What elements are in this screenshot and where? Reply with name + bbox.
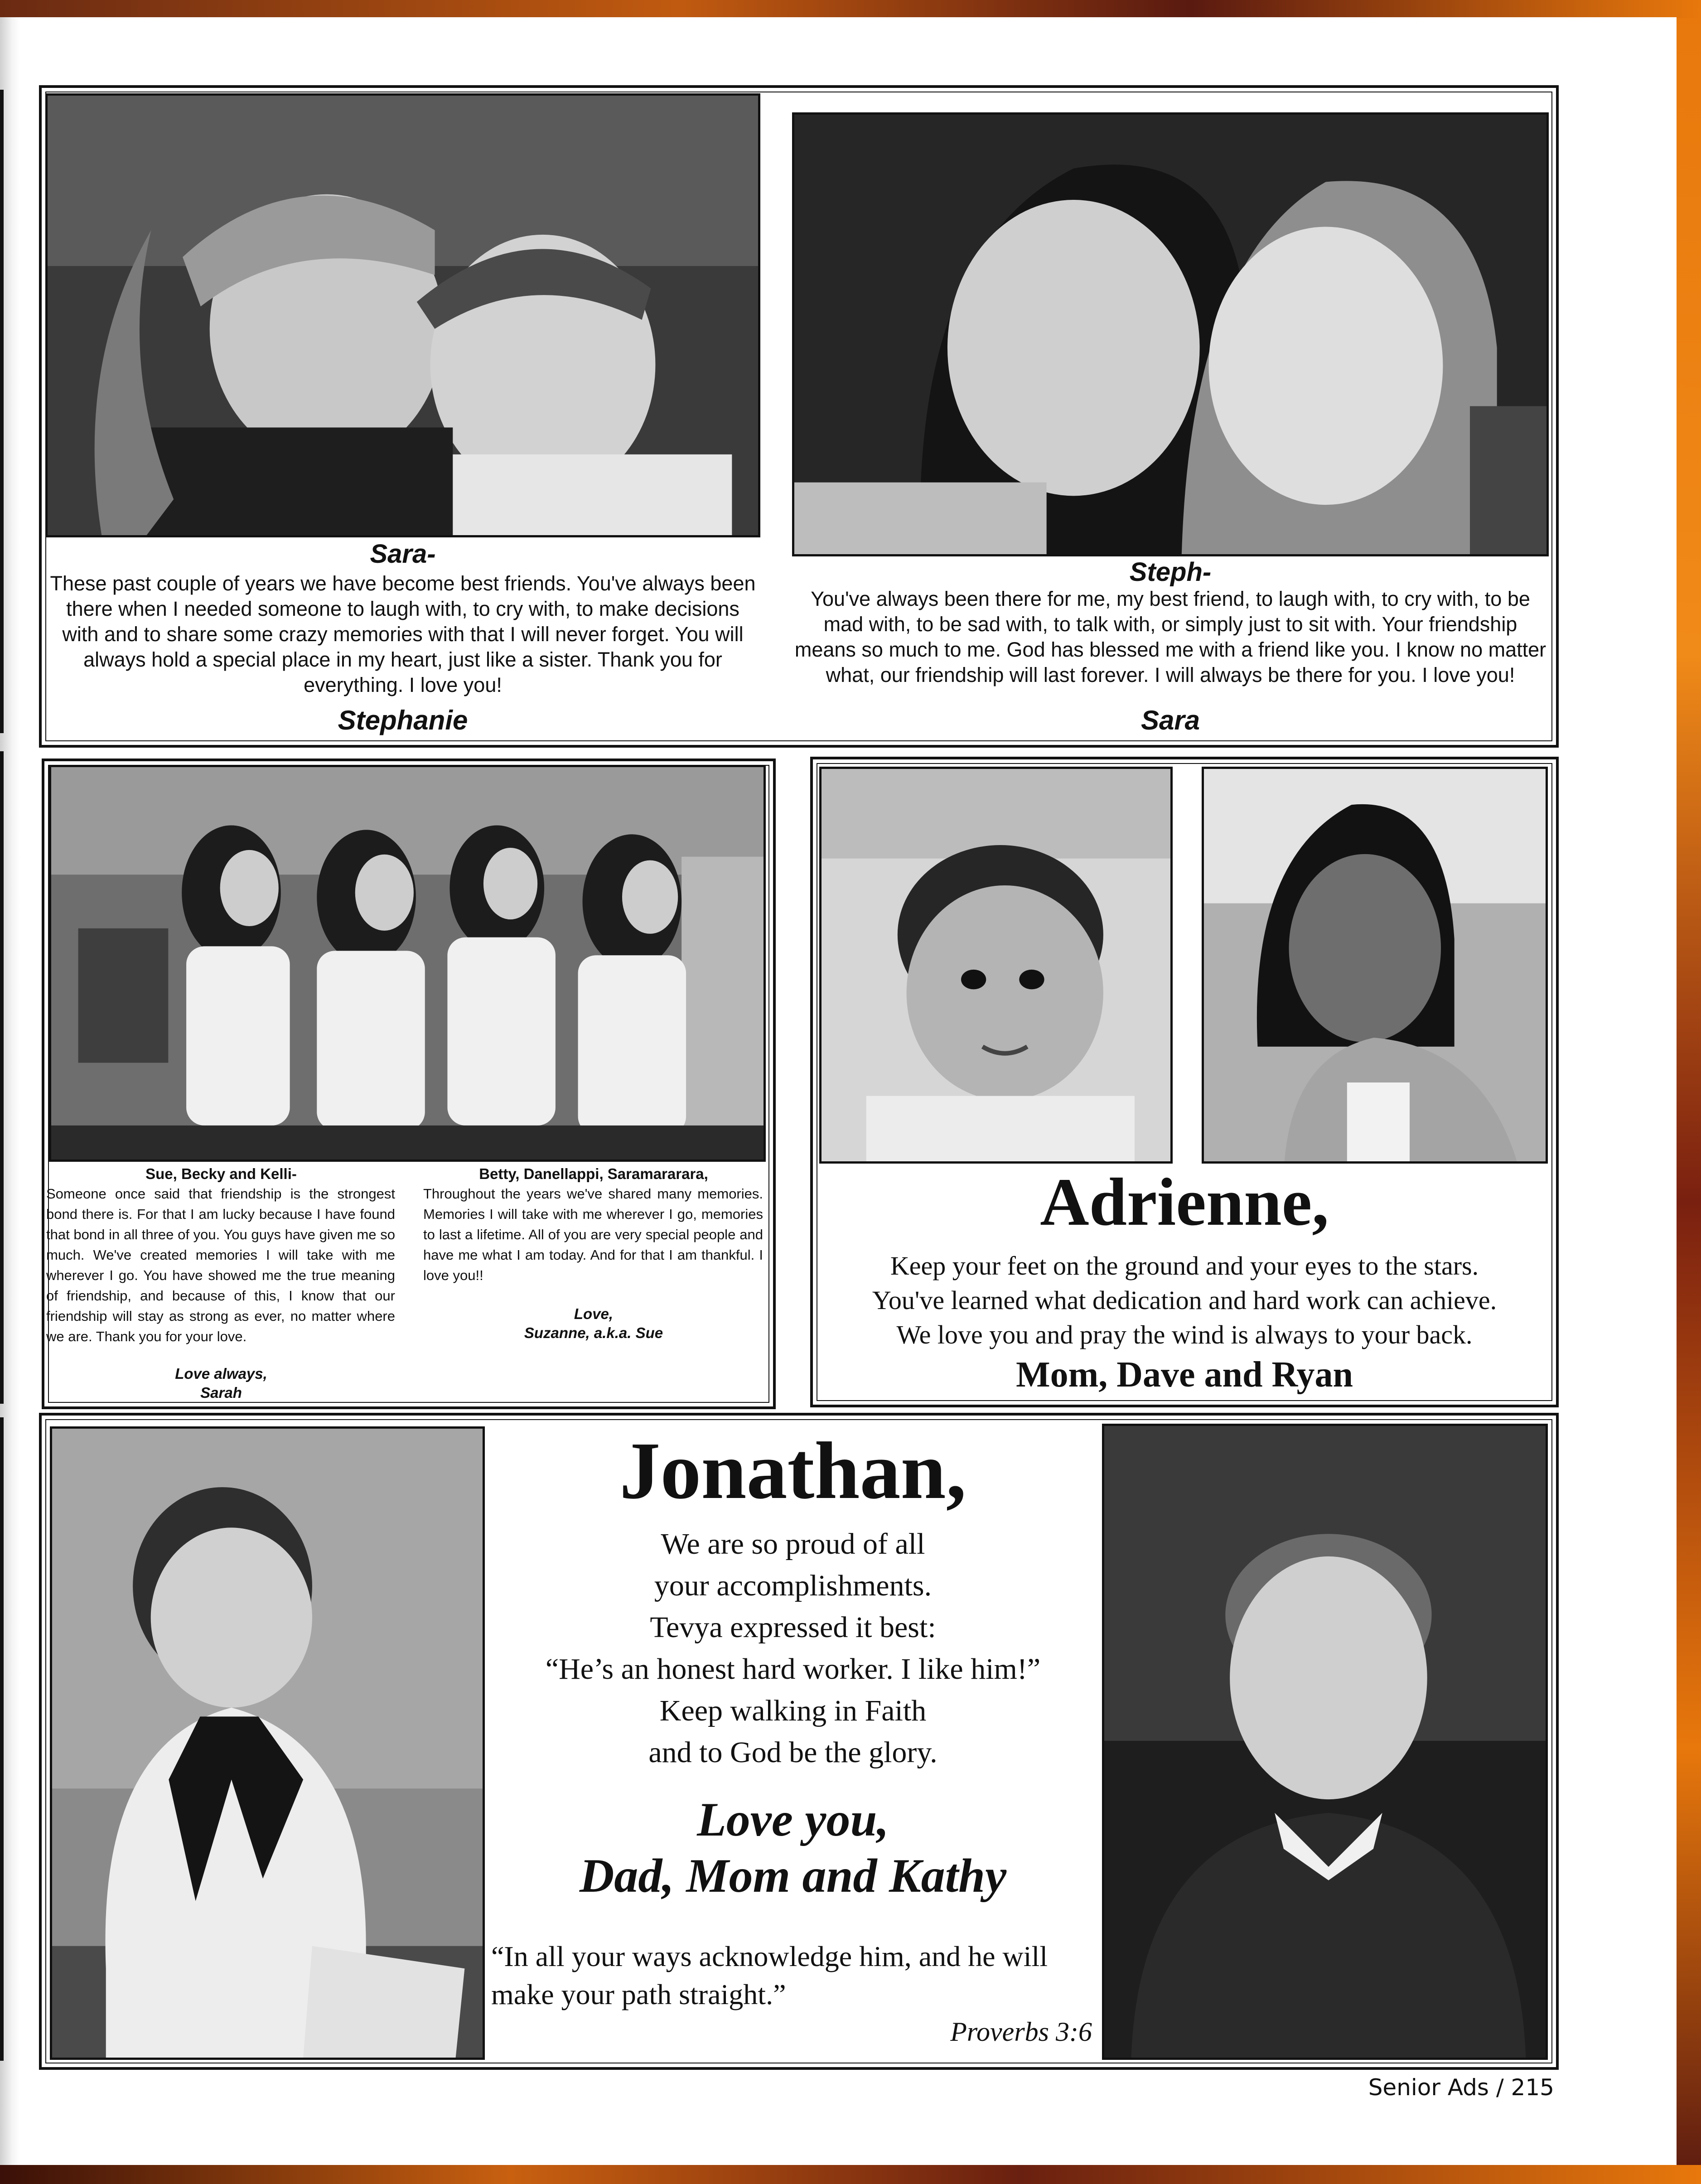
ad3-signature: Mom, Dave and Ryan (1016, 1355, 1353, 1395)
ad3-line-2: You've learned what dedication and hard work can achieve. (872, 1285, 1497, 1315)
four-girls-flexing-photo (51, 767, 764, 1160)
ad3-line-3: We love you and pray the wind is always to your back. (896, 1320, 1473, 1349)
baby-boy-sailor-suit-photo (52, 1429, 483, 2058)
young-woman-portrait-photo (1204, 769, 1546, 1161)
ad4-name: Jonathan, (619, 1425, 966, 1516)
ad3-line-1: Keep your feet on the ground and your eyes to the stars. (890, 1251, 1479, 1280)
ad1-left-signature: Stephanie (338, 705, 468, 735)
photo-steph-sara (792, 112, 1549, 556)
ad1-right-message: You've always been there for me, my best friend, to laugh with, to cry with, to be mad with, to be sad with, to talk with, or simply just to sit with. Your friendship means so much to me. God has blessed me with a friend like you. I know no matter what, our friendship will last forever. I will always be there for you. I love you! (794, 587, 1546, 686)
yearbook-page (0, 17, 1677, 2165)
ad4-verse-ref: Proverbs 3:6 (950, 2017, 1092, 2047)
ad4-line-6: and to God be the glory. (648, 1736, 937, 1769)
ad4-line-2: your accomplishments. (654, 1569, 932, 1602)
ad1-left-name: Sara- (370, 539, 436, 569)
ad1-right-name: Steph- (1129, 557, 1212, 587)
ad4-closing-1: Love you, (697, 1793, 889, 1846)
photo-jonathan-baby (50, 1426, 485, 2060)
ad4-verse: “In all your ways acknowledge him, and he will make your path straight.” (491, 1940, 1048, 2010)
ad2-col1-signature: Sarah (200, 1384, 242, 1401)
two-girls-closeup-photo (794, 115, 1546, 554)
page-footer: Senior Ads / 215 (1368, 2074, 1554, 2101)
ad2-col2-signature: Suzanne, a.k.a. Sue (524, 1324, 663, 1341)
ad1-right-signature: Sara (1140, 705, 1200, 735)
photo-adrienne-teen (1202, 767, 1548, 1164)
ad2-col2-message: Throughout the years we've shared many memories. Memories I will take with me wherever I go, memories to last a lifetime. All of you are very special people and have me what I am today. And for that I am thankful. I love you!! (423, 1186, 763, 1283)
ad4-line-4: “He’s an honest hard worker. I like him!” (545, 1652, 1041, 1686)
ad4-line-5: Keep walking in Faith (659, 1694, 927, 1727)
ad4-line-3: Tevya expressed it best: (650, 1611, 936, 1644)
ad2-col2-heading: Betty, Danellappi, Saramararara, (479, 1165, 708, 1182)
ad2-col1-message: Someone once said that friendship is the strongest bond there is. For that I am lucky because I have found that bond in all three of you. You guys have given me so much. We've created memories I will take with me wherever I go. You have showed me the true meaning of friendship, and because of this, I know that our friendship will stay as strong as ever, no matter where we are. Thank you for your love. (46, 1186, 395, 1344)
ad1-left-message: These past couple of years we have become best friends. You've always been there when I needed someone to laugh with, to cry with, to make decisions with and to share some crazy memories with that I will never forget. You will always hold a special place in my heart, just like a sister. Thank you for everything. I love you! (50, 572, 756, 696)
photo-adrienne-baby (819, 767, 1173, 1164)
ad2-col2-closing: Love, (574, 1305, 614, 1322)
ad3-name: Adrienne, (1040, 1164, 1329, 1240)
ad4-line-1: We are so proud of all (661, 1527, 925, 1561)
young-man-portrait-photo (1104, 1426, 1546, 2058)
baby-photo (822, 769, 1170, 1161)
two-girls-with-hats-photo (48, 96, 758, 535)
ad2-col1-closing: Love always, (175, 1365, 267, 1382)
ad4-closing-2: Dad, Mom and Kathy (579, 1849, 1007, 1902)
photo-sara-stephanie (45, 93, 760, 537)
photo-jonathan-senior (1102, 1424, 1548, 2060)
ad2-col1-heading: Sue, Becky and Kelli- (145, 1165, 297, 1182)
photo-four-girls (49, 765, 766, 1162)
